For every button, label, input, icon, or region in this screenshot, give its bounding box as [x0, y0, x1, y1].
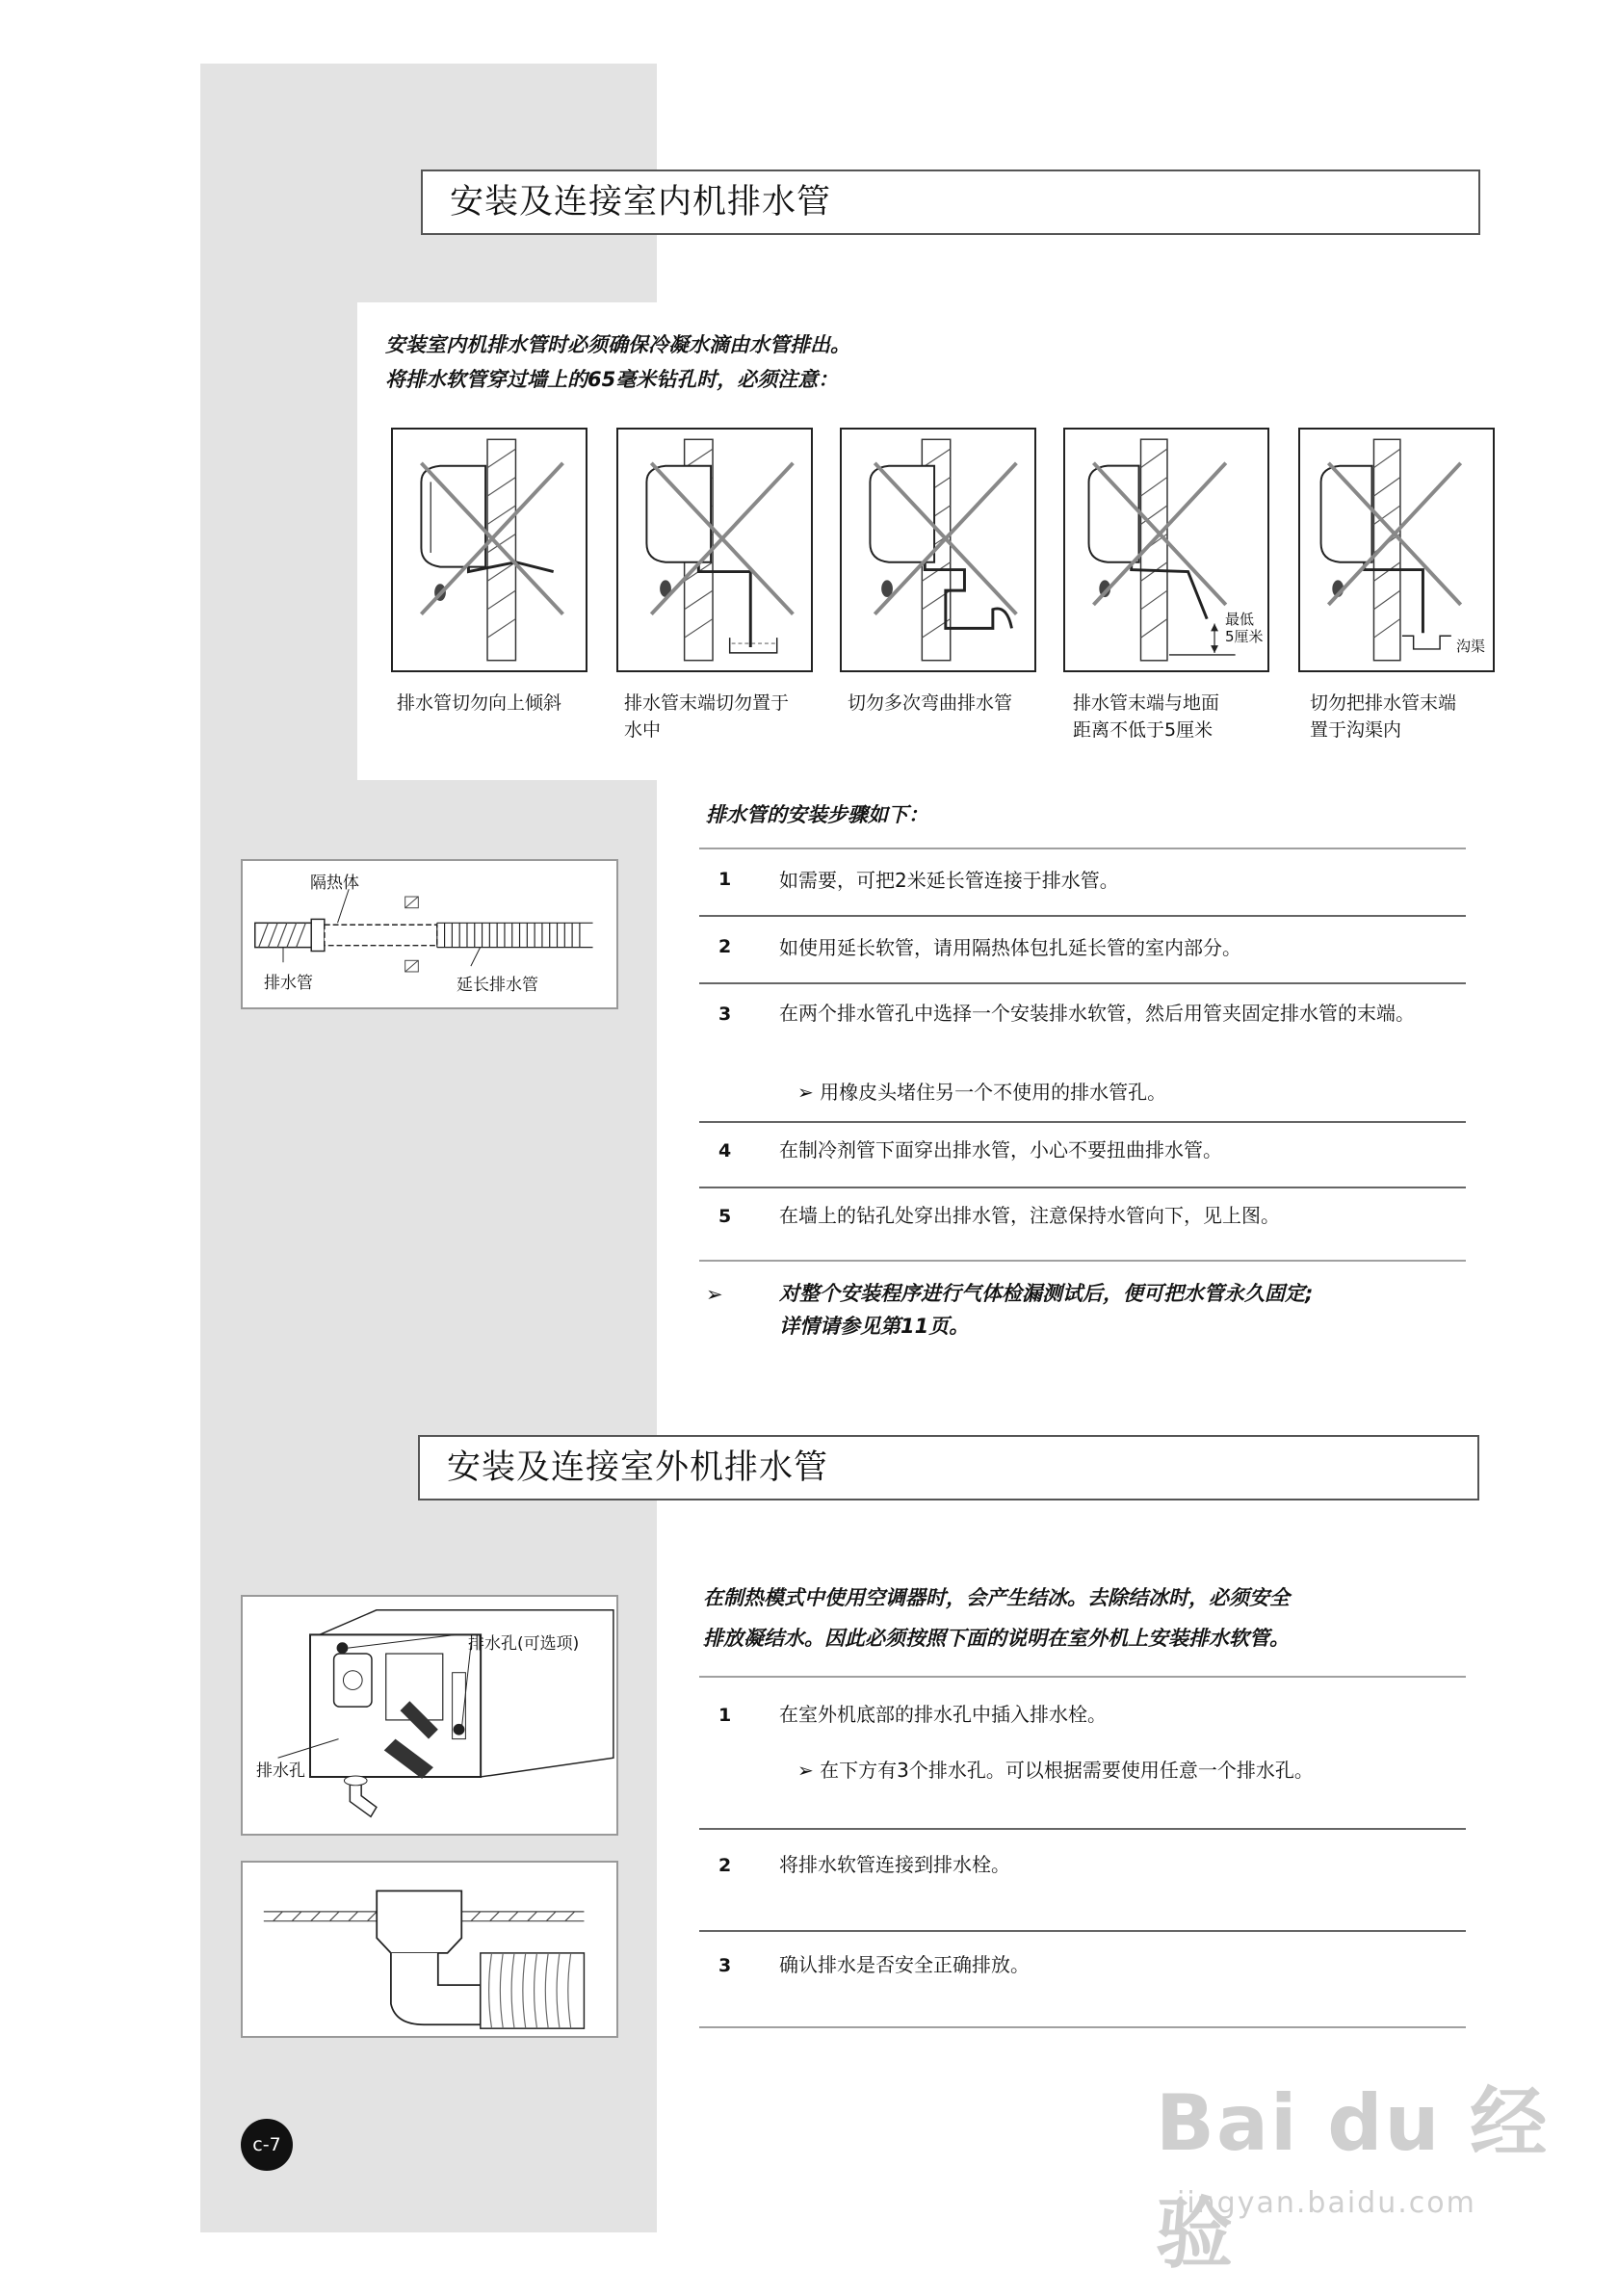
panel-1-caption-line1: 排水管切勿向上倾斜	[397, 692, 562, 714]
panel-2-caption-line1: 排水管末端切勿置于	[624, 692, 790, 714]
rule2-top	[699, 1676, 1466, 1678]
panel-3-caption	[848, 690, 1012, 717]
page-number-badge: c-7	[241, 2119, 293, 2171]
section1-intro	[385, 327, 850, 397]
min-distance-label-line1: 最低	[1225, 611, 1255, 628]
step2-2-number: 2	[718, 1855, 732, 1876]
step-2-text: 如使用延长软管，请用隔热体包扎延长管的室内部分。	[779, 936, 1241, 959]
rule-5	[699, 1260, 1466, 1262]
optional-drain-hole-label: 排水孔(可选项)	[468, 1634, 580, 1654]
drain-hole-label: 排水孔	[256, 1761, 305, 1781]
step2-3-number: 3	[718, 1955, 732, 1976]
step-5-number: 5	[718, 1206, 732, 1227]
diagram-panel-4	[1063, 428, 1269, 672]
section1-intro-line1: 安装室内机排水管时必须确保冷凝水滴由水管排出。	[385, 333, 850, 356]
rule-1	[699, 915, 1466, 917]
drain-plug-diagram	[241, 1861, 618, 2038]
panel-4-caption	[1073, 690, 1219, 744]
step2-1-text: 在室外机底部的排水孔中插入排水栓。	[779, 1703, 1107, 1726]
diagram-panel-3	[840, 428, 1036, 672]
note-line2: 详情请参见第11页。	[779, 1315, 970, 1338]
rule-3	[699, 1121, 1466, 1123]
rule-2	[699, 982, 1466, 984]
panel-1-caption	[397, 690, 561, 717]
ditch-label: 沟渠	[1456, 638, 1486, 655]
note-line1: 对整个安装程序进行气体检漏测试后，便可把水管永久固定;	[779, 1282, 1314, 1305]
steps-title: 排水管的安装步骤如下：	[706, 803, 928, 826]
panel-4-caption-line2: 距离不低于5厘米	[1073, 719, 1214, 741]
drain-bent-illustration	[842, 430, 1034, 670]
baidu-watermark-url: jingyan.baidu.com	[1177, 2186, 1476, 2220]
section2-intro	[703, 1578, 1290, 1658]
section2-intro-line1: 在制热模式中使用空调器时，会产生结冰。去除结冰时，必须安全	[703, 1586, 1290, 1609]
drain-in-water-illustration	[618, 430, 811, 670]
step-3-note: ➢ 用橡皮头堵住另一个不使用的排水管孔。	[797, 1081, 1167, 1104]
step2-3-text: 确认排水是否安全正确排放。	[779, 1953, 1030, 1976]
panel-3-caption-line1: 切勿多次弯曲排水管	[848, 692, 1013, 714]
step-1-number: 1	[718, 869, 732, 890]
section1-intro-line2: 将排水软管穿过墙上的65毫米钻孔时，必须注意：	[385, 368, 839, 391]
drain-plug-cross-section-illustration	[243, 1863, 616, 2036]
hose-extension-diagram	[241, 859, 618, 1009]
diagram-panel-2	[616, 428, 813, 672]
baidu-watermark-logo: Bai du 经验	[1156, 2078, 1550, 2279]
diagram-panel-5	[1298, 428, 1495, 672]
panel-2-caption-line2: 水中	[624, 719, 662, 741]
step-4-number: 4	[718, 1140, 732, 1161]
step-3-number: 3	[718, 1004, 732, 1025]
diagram-panel-1	[391, 428, 587, 672]
step2-1-note: ➢ 在下方有3个排水孔。可以根据需要使用任意一个排水孔。	[797, 1759, 1314, 1782]
step-4-text: 在制冷剂管下面穿出排水管，小心不要扭曲排水管。	[779, 1138, 1222, 1161]
section2-title: 安装及连接室外机排水管	[418, 1435, 1479, 1500]
drain-hose-label: 排水管	[264, 974, 313, 993]
panel-5-caption-line1: 切勿把排水管末端	[1310, 692, 1457, 714]
rule2-1	[699, 1828, 1466, 1830]
step-2-number: 2	[718, 936, 732, 957]
panel-5-caption	[1310, 690, 1456, 744]
step2-1-number: 1	[718, 1705, 732, 1726]
rule2-2	[699, 1930, 1466, 1932]
outdoor-unit-diagram	[241, 1595, 618, 1836]
min-distance-label-line2: 5厘米	[1225, 628, 1264, 645]
panel-2-caption	[624, 690, 789, 744]
rule-4	[699, 1187, 1466, 1188]
step2-2-text: 将排水软管连接到排水栓。	[779, 1853, 1010, 1876]
note-arrow-icon: ➢	[706, 1283, 723, 1306]
panel-4-caption-line1: 排水管末端与地面	[1073, 692, 1220, 714]
step-5-text: 在墙上的钻孔处穿出排水管，注意保持水管向下，见上图。	[779, 1204, 1280, 1227]
insulation-label: 隔热体	[310, 874, 359, 893]
section2-intro-line2: 排放凝结水。因此必须按照下面的说明在室外机上安装排水软管。	[703, 1627, 1290, 1650]
section1-title: 安装及连接室内机排水管	[421, 170, 1480, 235]
drain-in-ditch-illustration	[1300, 430, 1493, 670]
step-3-text: 在两个排水管孔中选择一个安装排水软管，然后用管夹固定排水管的末端。	[779, 1002, 1415, 1025]
note-text	[779, 1277, 1313, 1343]
drain-slope-up-illustration	[393, 430, 586, 670]
rule2-3	[699, 2026, 1466, 2028]
panel-5-caption-line2: 置于沟渠内	[1310, 719, 1402, 741]
extension-hose-label: 延长排水管	[457, 976, 538, 995]
rule-top	[699, 848, 1466, 849]
step-1-text: 如需要，可把2米延长管连接于排水管。	[779, 869, 1119, 892]
min-distance-label	[1225, 611, 1264, 645]
